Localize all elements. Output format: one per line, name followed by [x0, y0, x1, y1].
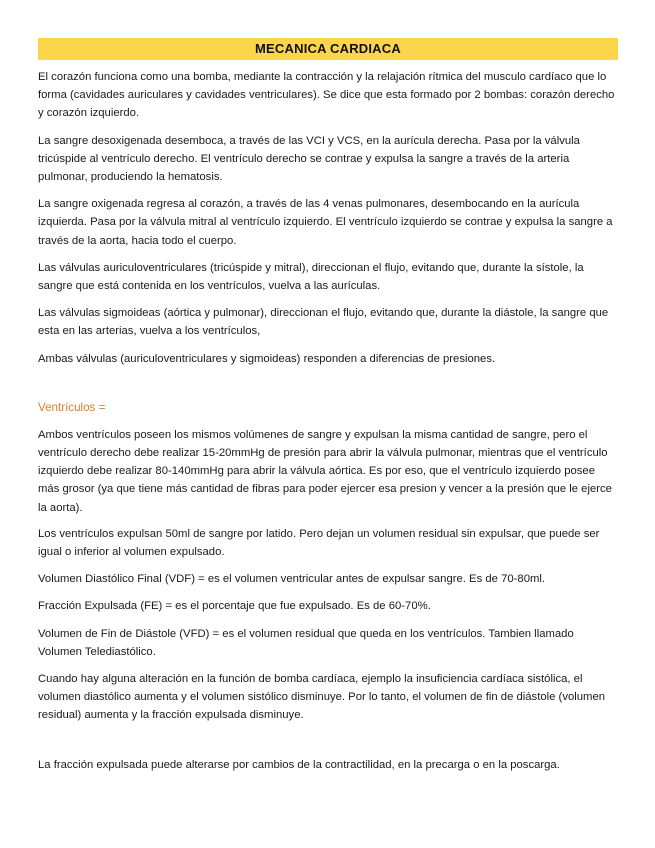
paragraph-insuficiencia: Cuando hay alguna alteración en la función de bomba cardíaca, ejemplo la insuficiencia cardíaca sistólica, el volumen diastólico aumenta y el volumen sistólico disminuye. Por lo tanto, el volumen de fin de diástole (volumen residual) aumenta y la fracción expulsada disminuye.	[38, 673, 606, 722]
section-heading-ventriculos: Ventrículos =	[38, 400, 106, 414]
paragraph-intro-2: La sangre desoxigenada desemboca, a través de las VCI y VCS, en la aurícula derecha. Pasa por la válvula tricúspide al ventrículo derecho. El ventrículo derecho se contrae y expulsa la sangre a través de la arteria pulmonar, produciendo la hematosis.	[38, 134, 580, 184]
paragraph-ventriculos-2: Los ventrículos expulsan 50ml de sangre por latido. Pero dejan un volumen residual sin expulsar, que puede ser igual o inferior al volumen expulsado.	[38, 527, 600, 559]
paragraph-intro-6: Ambas válvulas (auriculoventriculares y sigmoideas) responden a diferencias de presiones.	[38, 352, 496, 365]
paragraph-intro-5: Las válvulas sigmoideas (aórtica y pulmonar), direccionan el flujo, evitando que, durante la diástole, la sangre que esta en las arterias, vuelva a los ventrículos,	[38, 307, 609, 338]
paragraph-intro-1: El corazón funciona como una bomba, mediante la contracción y la relajación rítmica del musculo cardíaco que lo forma (cavidades auriculares y cavidades ventriculares). Se dice que esta formado por 2 bombas: corazón derecho y corazón izquierdo.	[38, 71, 615, 120]
document-page	[38, 38, 618, 774]
paragraph-vdf-definition: Volumen Diastólico Final (VDF) = es el volumen ventricular antes de expulsar sangre. Es de 70-80ml.	[38, 573, 546, 586]
paragraph-vfd-definition: Volumen de Fin de Diástole (VFD) = es el volumen residual que queda en los ventrículos. Tambien llamado Volumen Telediastólico.	[38, 627, 574, 658]
paragraph-ventriculos-1: Ambos ventrículos poseen los mismos volúmenes de sangre y expulsan la misma cantidad de sangre, pero el ventrículo derecho debe realizar 15-20mmHg de presión para abrir la válvula pulmonar, mientras que el ventrículo izquierdo debe realizar 80-140mmHg para abrir la válvula aórtica. Es por eso, que el ventrículo izquierdo posee más grosor (ya que tiene más cantidad de fibras para poder ejercer esa presion y vencer a la presión que le ejerce la aorta).	[38, 428, 612, 514]
paragraph-intro-4: Las válvulas auriculoventriculares (tricúspide y mitral), direccionan el flujo, evitando que, durante la sístole, la sangre que está contenida en los ventrículos, vuelva a las aurículas.	[38, 261, 584, 293]
paragraph-intro-3: La sangre oxigenada regresa al corazón, a través de las 4 venas pulmonares, desembocando en la aurícula izquierda. Pasa por la válvula mitral al ventrículo izquierdo. El ventrículo izquierdo se contrae y expulsa la sangre a través de la aorta, hacia todo el cuerpo.	[38, 198, 613, 247]
paragraph-fe-definition: Fracción Expulsada (FE) = es el porcentaje que fue expulsado. Es de 60-70%.	[38, 600, 431, 613]
paragraph-closing: La fracción expulsada puede alterarse por cambios de la contractilidad, en la precarga o en la poscarga.	[38, 758, 560, 771]
document-title: MECANICA CARDIACA	[38, 38, 618, 60]
